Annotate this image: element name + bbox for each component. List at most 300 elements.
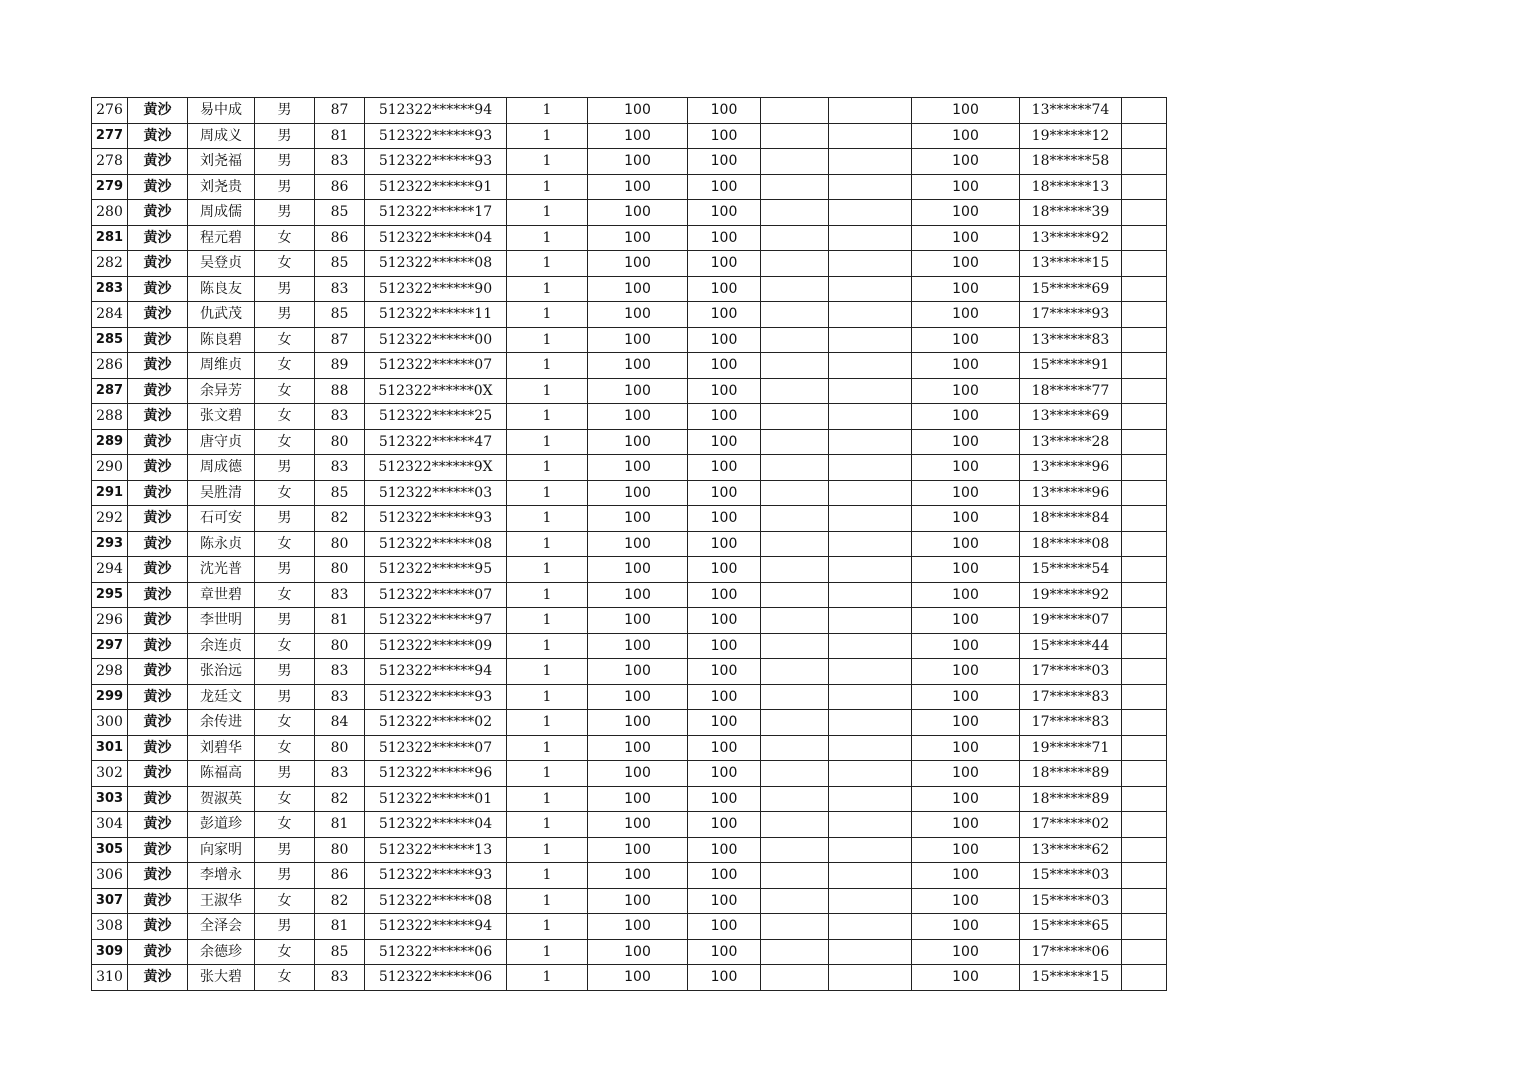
name-cell: 易中成	[188, 98, 255, 124]
blank-d-cell	[829, 659, 912, 685]
town-cell: 黄沙	[128, 174, 188, 200]
blank-x-cell	[1122, 200, 1167, 226]
sex-cell: 女	[255, 353, 315, 379]
count-cell: 1	[507, 888, 588, 914]
blank-c-cell	[761, 200, 829, 226]
sex-cell: 男	[255, 557, 315, 583]
amount-a-cell: 100	[588, 200, 688, 226]
phone-cell: 13******69	[1020, 404, 1122, 430]
table-row	[92, 302, 1167, 328]
blank-c-cell	[761, 174, 829, 200]
row-number-cell: 298	[92, 659, 128, 685]
count-cell: 1	[507, 531, 588, 557]
count-cell: 1	[507, 761, 588, 787]
phone-cell: 13******96	[1020, 455, 1122, 481]
name-cell: 王淑华	[188, 888, 255, 914]
amount-b-cell: 100	[688, 761, 761, 787]
count-cell: 1	[507, 429, 588, 455]
total-cell: 100	[912, 786, 1020, 812]
table-row	[92, 200, 1167, 226]
blank-c-cell	[761, 149, 829, 175]
count-cell: 1	[507, 200, 588, 226]
id-number-cell: 512322******90	[365, 276, 507, 302]
age-cell: 86	[315, 174, 365, 200]
name-cell: 石可安	[188, 506, 255, 532]
total-cell: 100	[912, 633, 1020, 659]
blank-x-cell	[1122, 429, 1167, 455]
amount-b-cell: 100	[688, 480, 761, 506]
phone-cell: 13******62	[1020, 837, 1122, 863]
blank-x-cell	[1122, 98, 1167, 124]
count-cell: 1	[507, 659, 588, 685]
blank-x-cell	[1122, 149, 1167, 175]
name-cell: 刘碧华	[188, 735, 255, 761]
id-number-cell: 512322******13	[365, 837, 507, 863]
total-cell: 100	[912, 888, 1020, 914]
blank-c-cell	[761, 633, 829, 659]
name-cell: 周成德	[188, 455, 255, 481]
table-row	[92, 455, 1167, 481]
blank-x-cell	[1122, 327, 1167, 353]
blank-c-cell	[761, 98, 829, 124]
name-cell: 向家明	[188, 837, 255, 863]
blank-d-cell	[829, 557, 912, 583]
age-cell: 81	[315, 914, 365, 940]
total-cell: 100	[912, 353, 1020, 379]
row-number-cell: 294	[92, 557, 128, 583]
amount-a-cell: 100	[588, 939, 688, 965]
blank-c-cell	[761, 710, 829, 736]
id-number-cell: 512322******9X	[365, 455, 507, 481]
amount-b-cell: 100	[688, 965, 761, 991]
sex-cell: 女	[255, 939, 315, 965]
amount-a-cell: 100	[588, 480, 688, 506]
amount-b-cell: 100	[688, 353, 761, 379]
age-cell: 86	[315, 863, 365, 889]
blank-c-cell	[761, 557, 829, 583]
blank-d-cell	[829, 149, 912, 175]
blank-x-cell	[1122, 531, 1167, 557]
total-cell: 100	[912, 863, 1020, 889]
id-number-cell: 512322******94	[365, 659, 507, 685]
count-cell: 1	[507, 710, 588, 736]
name-cell: 张大碧	[188, 965, 255, 991]
count-cell: 1	[507, 812, 588, 838]
blank-x-cell	[1122, 557, 1167, 583]
sex-cell: 女	[255, 378, 315, 404]
table-row	[92, 582, 1167, 608]
name-cell: 余德珍	[188, 939, 255, 965]
total-cell: 100	[912, 812, 1020, 838]
total-cell: 100	[912, 123, 1020, 149]
table-row	[92, 480, 1167, 506]
phone-cell: 18******13	[1020, 174, 1122, 200]
town-cell: 黄沙	[128, 659, 188, 685]
age-cell: 83	[315, 761, 365, 787]
sex-cell: 男	[255, 455, 315, 481]
name-cell: 周成义	[188, 123, 255, 149]
amount-a-cell: 100	[588, 327, 688, 353]
amount-b-cell: 100	[688, 786, 761, 812]
table-row	[92, 251, 1167, 277]
blank-d-cell	[829, 174, 912, 200]
blank-x-cell	[1122, 302, 1167, 328]
blank-d-cell	[829, 888, 912, 914]
town-cell: 黄沙	[128, 353, 188, 379]
blank-x-cell	[1122, 761, 1167, 787]
row-number-cell: 279	[92, 174, 128, 200]
sex-cell: 男	[255, 276, 315, 302]
amount-a-cell: 100	[588, 251, 688, 277]
id-number-cell: 512322******93	[365, 684, 507, 710]
amount-a-cell: 100	[588, 557, 688, 583]
town-cell: 黄沙	[128, 378, 188, 404]
total-cell: 100	[912, 761, 1020, 787]
amount-a-cell: 100	[588, 404, 688, 430]
sex-cell: 女	[255, 225, 315, 251]
blank-d-cell	[829, 761, 912, 787]
age-cell: 82	[315, 506, 365, 532]
row-number-cell: 290	[92, 455, 128, 481]
total-cell: 100	[912, 276, 1020, 302]
amount-a-cell: 100	[588, 608, 688, 634]
amount-a-cell: 100	[588, 684, 688, 710]
age-cell: 80	[315, 633, 365, 659]
town-cell: 黄沙	[128, 531, 188, 557]
amount-b-cell: 100	[688, 98, 761, 124]
id-number-cell: 512322******93	[365, 506, 507, 532]
name-cell: 刘尧福	[188, 149, 255, 175]
total-cell: 100	[912, 659, 1020, 685]
row-number-cell: 282	[92, 251, 128, 277]
sex-cell: 男	[255, 123, 315, 149]
sex-cell: 女	[255, 531, 315, 557]
count-cell: 1	[507, 404, 588, 430]
count-cell: 1	[507, 939, 588, 965]
town-cell: 黄沙	[128, 582, 188, 608]
table-body	[92, 98, 1167, 991]
town-cell: 黄沙	[128, 327, 188, 353]
blank-x-cell	[1122, 684, 1167, 710]
count-cell: 1	[507, 557, 588, 583]
row-number-cell: 299	[92, 684, 128, 710]
blank-c-cell	[761, 378, 829, 404]
id-number-cell: 512322******06	[365, 939, 507, 965]
id-number-cell: 512322******97	[365, 608, 507, 634]
phone-cell: 15******03	[1020, 863, 1122, 889]
blank-x-cell	[1122, 863, 1167, 889]
phone-cell: 19******92	[1020, 582, 1122, 608]
sex-cell: 男	[255, 149, 315, 175]
sex-cell: 女	[255, 404, 315, 430]
count-cell: 1	[507, 123, 588, 149]
blank-c-cell	[761, 761, 829, 787]
age-cell: 86	[315, 225, 365, 251]
amount-a-cell: 100	[588, 888, 688, 914]
count-cell: 1	[507, 98, 588, 124]
row-number-cell: 276	[92, 98, 128, 124]
sex-cell: 女	[255, 480, 315, 506]
age-cell: 85	[315, 939, 365, 965]
age-cell: 83	[315, 659, 365, 685]
total-cell: 100	[912, 174, 1020, 200]
amount-a-cell: 100	[588, 633, 688, 659]
table-row	[92, 837, 1167, 863]
sex-cell: 女	[255, 582, 315, 608]
blank-x-cell	[1122, 812, 1167, 838]
id-number-cell: 512322******95	[365, 557, 507, 583]
blank-x-cell	[1122, 480, 1167, 506]
blank-x-cell	[1122, 225, 1167, 251]
name-cell: 李增永	[188, 863, 255, 889]
amount-a-cell: 100	[588, 98, 688, 124]
town-cell: 黄沙	[128, 225, 188, 251]
sex-cell: 女	[255, 251, 315, 277]
town-cell: 黄沙	[128, 939, 188, 965]
table-row	[92, 404, 1167, 430]
id-number-cell: 512322******08	[365, 888, 507, 914]
total-cell: 100	[912, 327, 1020, 353]
sex-cell: 女	[255, 812, 315, 838]
amount-b-cell: 100	[688, 327, 761, 353]
amount-a-cell: 100	[588, 965, 688, 991]
blank-d-cell	[829, 429, 912, 455]
amount-b-cell: 100	[688, 378, 761, 404]
row-number-cell: 278	[92, 149, 128, 175]
row-number-cell: 301	[92, 735, 128, 761]
total-cell: 100	[912, 582, 1020, 608]
blank-d-cell	[829, 582, 912, 608]
age-cell: 83	[315, 149, 365, 175]
blank-x-cell	[1122, 735, 1167, 761]
table-row	[92, 149, 1167, 175]
sex-cell: 男	[255, 684, 315, 710]
roster-table	[91, 97, 1167, 991]
id-number-cell: 512322******25	[365, 404, 507, 430]
blank-d-cell	[829, 939, 912, 965]
blank-x-cell	[1122, 914, 1167, 940]
sex-cell: 女	[255, 327, 315, 353]
town-cell: 黄沙	[128, 251, 188, 277]
blank-d-cell	[829, 965, 912, 991]
total-cell: 100	[912, 608, 1020, 634]
blank-d-cell	[829, 123, 912, 149]
amount-a-cell: 100	[588, 710, 688, 736]
row-number-cell: 285	[92, 327, 128, 353]
amount-a-cell: 100	[588, 531, 688, 557]
amount-b-cell: 100	[688, 710, 761, 736]
sex-cell: 男	[255, 98, 315, 124]
amount-b-cell: 100	[688, 302, 761, 328]
blank-d-cell	[829, 404, 912, 430]
blank-c-cell	[761, 914, 829, 940]
phone-cell: 18******77	[1020, 378, 1122, 404]
age-cell: 85	[315, 480, 365, 506]
town-cell: 黄沙	[128, 633, 188, 659]
name-cell: 仇武茂	[188, 302, 255, 328]
count-cell: 1	[507, 327, 588, 353]
age-cell: 85	[315, 251, 365, 277]
row-number-cell: 291	[92, 480, 128, 506]
total-cell: 100	[912, 710, 1020, 736]
blank-x-cell	[1122, 174, 1167, 200]
age-cell: 83	[315, 455, 365, 481]
count-cell: 1	[507, 633, 588, 659]
phone-cell: 15******69	[1020, 276, 1122, 302]
name-cell: 吴登贞	[188, 251, 255, 277]
table-row	[92, 914, 1167, 940]
blank-d-cell	[829, 608, 912, 634]
table-row	[92, 531, 1167, 557]
id-number-cell: 512322******04	[365, 812, 507, 838]
amount-b-cell: 100	[688, 429, 761, 455]
phone-cell: 18******58	[1020, 149, 1122, 175]
town-cell: 黄沙	[128, 786, 188, 812]
amount-a-cell: 100	[588, 786, 688, 812]
blank-c-cell	[761, 327, 829, 353]
amount-b-cell: 100	[688, 404, 761, 430]
town-cell: 黄沙	[128, 149, 188, 175]
blank-d-cell	[829, 837, 912, 863]
phone-cell: 15******54	[1020, 557, 1122, 583]
total-cell: 100	[912, 480, 1020, 506]
blank-x-cell	[1122, 965, 1167, 991]
blank-x-cell	[1122, 633, 1167, 659]
blank-x-cell	[1122, 506, 1167, 532]
row-number-cell: 287	[92, 378, 128, 404]
amount-b-cell: 100	[688, 684, 761, 710]
table-row	[92, 633, 1167, 659]
age-cell: 83	[315, 276, 365, 302]
table-row	[92, 735, 1167, 761]
name-cell: 吴胜清	[188, 480, 255, 506]
name-cell: 沈光普	[188, 557, 255, 583]
age-cell: 80	[315, 735, 365, 761]
town-cell: 黄沙	[128, 455, 188, 481]
row-number-cell: 288	[92, 404, 128, 430]
age-cell: 80	[315, 429, 365, 455]
table-row	[92, 812, 1167, 838]
amount-b-cell: 100	[688, 735, 761, 761]
table-row	[92, 761, 1167, 787]
blank-x-cell	[1122, 353, 1167, 379]
id-number-cell: 512322******07	[365, 353, 507, 379]
total-cell: 100	[912, 914, 1020, 940]
age-cell: 80	[315, 837, 365, 863]
age-cell: 85	[315, 200, 365, 226]
id-number-cell: 512322******03	[365, 480, 507, 506]
phone-cell: 15******65	[1020, 914, 1122, 940]
blank-x-cell	[1122, 837, 1167, 863]
age-cell: 81	[315, 812, 365, 838]
town-cell: 黄沙	[128, 98, 188, 124]
age-cell: 83	[315, 582, 365, 608]
age-cell: 82	[315, 888, 365, 914]
sex-cell: 男	[255, 302, 315, 328]
age-cell: 87	[315, 327, 365, 353]
amount-a-cell: 100	[588, 378, 688, 404]
amount-a-cell: 100	[588, 123, 688, 149]
amount-a-cell: 100	[588, 429, 688, 455]
id-number-cell: 512322******08	[365, 531, 507, 557]
phone-cell: 19******71	[1020, 735, 1122, 761]
name-cell: 彭道珍	[188, 812, 255, 838]
count-cell: 1	[507, 582, 588, 608]
blank-x-cell	[1122, 276, 1167, 302]
total-cell: 100	[912, 378, 1020, 404]
count-cell: 1	[507, 608, 588, 634]
phone-cell: 17******83	[1020, 710, 1122, 736]
age-cell: 84	[315, 710, 365, 736]
town-cell: 黄沙	[128, 888, 188, 914]
blank-c-cell	[761, 480, 829, 506]
phone-cell: 15******44	[1020, 633, 1122, 659]
count-cell: 1	[507, 378, 588, 404]
id-number-cell: 512322******04	[365, 225, 507, 251]
name-cell: 章世碧	[188, 582, 255, 608]
count-cell: 1	[507, 149, 588, 175]
table-row	[92, 608, 1167, 634]
blank-c-cell	[761, 251, 829, 277]
table-row	[92, 710, 1167, 736]
blank-c-cell	[761, 965, 829, 991]
amount-b-cell: 100	[688, 455, 761, 481]
id-number-cell: 512322******91	[365, 174, 507, 200]
sex-cell: 男	[255, 761, 315, 787]
amount-b-cell: 100	[688, 225, 761, 251]
blank-d-cell	[829, 353, 912, 379]
blank-x-cell	[1122, 608, 1167, 634]
table-row	[92, 174, 1167, 200]
id-number-cell: 512322******09	[365, 633, 507, 659]
row-number-cell: 292	[92, 506, 128, 532]
town-cell: 黄沙	[128, 404, 188, 430]
blank-d-cell	[829, 684, 912, 710]
name-cell: 唐守贞	[188, 429, 255, 455]
row-number-cell: 303	[92, 786, 128, 812]
amount-a-cell: 100	[588, 812, 688, 838]
blank-c-cell	[761, 863, 829, 889]
row-number-cell: 308	[92, 914, 128, 940]
id-number-cell: 512322******00	[365, 327, 507, 353]
blank-c-cell	[761, 429, 829, 455]
amount-b-cell: 100	[688, 863, 761, 889]
sex-cell: 女	[255, 735, 315, 761]
amount-a-cell: 100	[588, 914, 688, 940]
table-row	[92, 888, 1167, 914]
name-cell: 程元碧	[188, 225, 255, 251]
total-cell: 100	[912, 404, 1020, 430]
table-row	[92, 786, 1167, 812]
age-cell: 85	[315, 302, 365, 328]
age-cell: 83	[315, 404, 365, 430]
phone-cell: 18******39	[1020, 200, 1122, 226]
row-number-cell: 286	[92, 353, 128, 379]
sex-cell: 女	[255, 429, 315, 455]
sex-cell: 男	[255, 659, 315, 685]
amount-b-cell: 100	[688, 888, 761, 914]
town-cell: 黄沙	[128, 506, 188, 532]
blank-x-cell	[1122, 659, 1167, 685]
blank-c-cell	[761, 735, 829, 761]
blank-d-cell	[829, 98, 912, 124]
age-cell: 88	[315, 378, 365, 404]
amount-a-cell: 100	[588, 149, 688, 175]
total-cell: 100	[912, 251, 1020, 277]
amount-b-cell: 100	[688, 506, 761, 532]
blank-x-cell	[1122, 710, 1167, 736]
count-cell: 1	[507, 302, 588, 328]
